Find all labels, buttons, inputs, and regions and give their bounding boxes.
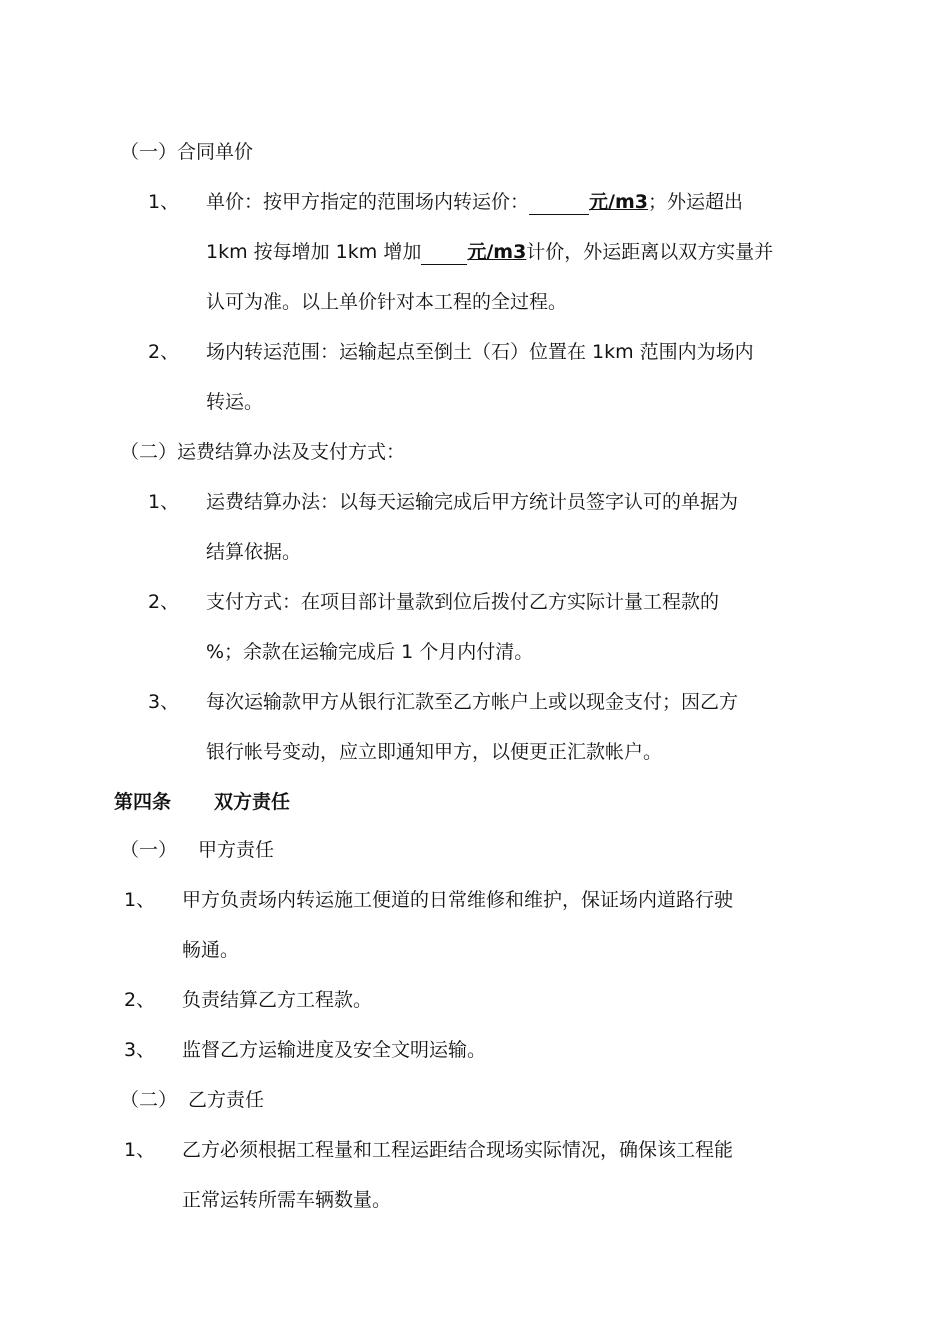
list-number: 1、 bbox=[124, 889, 156, 911]
unit-price-line-2 bbox=[206, 240, 773, 265]
party-b-duty-1-line-2: 正常运转所需车辆数量。 bbox=[182, 1189, 392, 1211]
subsection-number: （二） bbox=[120, 1089, 178, 1111]
section-heading-settlement: （二）运费结算办法及支付方式： bbox=[120, 441, 406, 463]
party-a-duty-1-line-2: 畅通。 bbox=[182, 939, 240, 961]
list-number: 3、 bbox=[124, 1039, 156, 1061]
text: 计价，外运距离以双方实量并 bbox=[526, 241, 774, 263]
payment-method-line-1: 支付方式：在项目部计量款到位后拨付乙方实际计量工程款的 bbox=[206, 591, 720, 613]
subsection-number: （一） bbox=[120, 839, 178, 861]
article-title: 双方责任 bbox=[214, 791, 291, 813]
list-number: 1、 bbox=[148, 191, 180, 213]
list-number: 2、 bbox=[148, 341, 180, 363]
list-number: 1、 bbox=[148, 491, 180, 513]
text: 1km 按每增加 1km 增加 bbox=[206, 241, 422, 263]
subsection-heading-party-a: 甲方责任 bbox=[198, 839, 275, 861]
party-b-duty-1-line-1: 乙方必须根据工程量和工程运距结合现场实际情况，确保该工程能 bbox=[182, 1139, 734, 1161]
party-a-duty-2: 负责结算乙方工程款。 bbox=[182, 989, 373, 1011]
text: 单价：按甲方指定的范围场内转运价： bbox=[206, 191, 530, 213]
settlement-method-line-1: 运费结算办法：以每天运输完成后甲方统计员签字认可的单据为 bbox=[206, 491, 739, 513]
list-number: 2、 bbox=[148, 591, 180, 613]
section-heading-contract-price: （一）合同单价 bbox=[120, 141, 254, 163]
text: ；外运超出 bbox=[647, 191, 743, 213]
unit-price-line-3: 认可为准。以上单价针对本工程的全过程。 bbox=[206, 291, 568, 313]
list-number: 2、 bbox=[124, 989, 156, 1011]
unit-price-line-1 bbox=[206, 190, 743, 215]
transfer-range-line-1: 场内转运范围：运输起点至倒土（石）位置在 1km 范围内为场内 bbox=[206, 341, 754, 363]
bank-transfer-line-1: 每次运输款甲方从银行汇款至乙方帐户上或以现金支付；因乙方 bbox=[206, 691, 739, 713]
list-number: 3、 bbox=[148, 691, 180, 713]
party-a-duty-3: 监督乙方运输进度及安全文明运输。 bbox=[182, 1039, 487, 1061]
price-blank bbox=[529, 190, 589, 215]
subsection-heading-party-b: 乙方责任 bbox=[188, 1089, 265, 1111]
article-label: 第四条 bbox=[114, 791, 172, 813]
payment-method-line-2: %；余款在运输完成后 1 个月内付清。 bbox=[206, 641, 534, 663]
bank-transfer-line-2: 银行帐号变动，应立即通知甲方，以便更正汇款帐户。 bbox=[206, 741, 663, 763]
settlement-method-line-2: 结算依据。 bbox=[206, 541, 302, 563]
transfer-range-line-2: 转运。 bbox=[206, 391, 264, 413]
price-blank bbox=[421, 240, 467, 265]
party-a-duty-1-line-1: 甲方负责场内转运施工便道的日常维修和维护，保证场内道路行驶 bbox=[182, 889, 734, 911]
list-number: 1、 bbox=[124, 1139, 156, 1161]
unit-label: 元/m3 bbox=[589, 191, 648, 213]
unit-label: 元/m3 bbox=[467, 241, 527, 263]
